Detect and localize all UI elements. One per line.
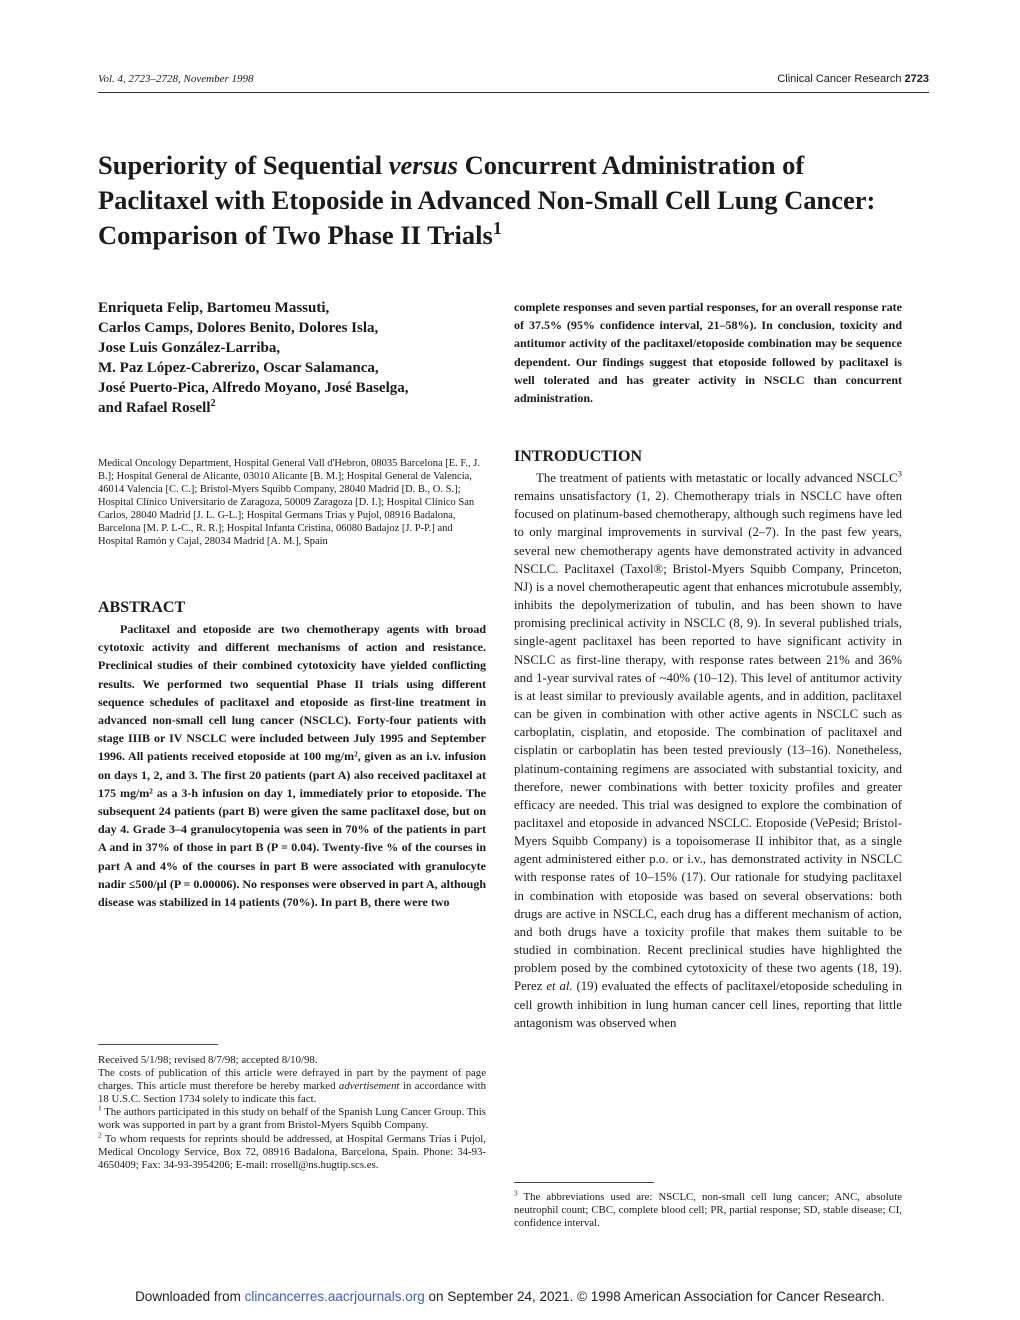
journal-site-link[interactable]: clincancerres.aacrjournals.org	[244, 1289, 425, 1304]
footnote-1-mark: 1	[98, 1103, 102, 1113]
costs-italic: advertisement	[338, 1080, 400, 1093]
intro-text-italic: et al.	[546, 979, 573, 994]
footnote-3-mark: 3	[514, 1188, 518, 1198]
author-footnote-mark: 2	[210, 398, 216, 409]
title-part2: Concurrent Administration of Paclitaxel with Etoposide in Advanced Non-Small Cell Lung Cancer: Comparison of Two Phase II Trials	[98, 150, 876, 250]
footnote-rule-left	[98, 1044, 218, 1045]
footnote-3	[514, 1188, 902, 1230]
publication-costs	[98, 1067, 486, 1106]
running-header-volume: Vol. 4, 2723–2728, November 1998	[98, 73, 254, 85]
footnote-1	[98, 1103, 486, 1132]
footnote-2	[98, 1129, 486, 1172]
page-number: 2723	[904, 73, 929, 85]
author-line	[98, 398, 486, 418]
author-list	[98, 298, 486, 418]
author-line: Carlos Camps, Dolores Benito, Dolores Isla,	[98, 320, 379, 336]
abstract-heading: ABSTRACT	[98, 599, 186, 616]
abstract-body-right: complete responses and seven partial responses, for an overall response rate of 37.5% (95% confidence interval, 21–58%). In conclusion, toxicity and antitumor activity of the paclitaxel/etoposide combination may be sequence dependent. Our findings suggest that etoposide followed by paclitaxel is well tolerated and has greater activity in NSCLC than concurrent administration.	[514, 300, 902, 406]
abstract-body-left: Paclitaxel and etoposide are two chemotherapy agents with broad cytotoxic activity and different mechanisms of action and resistance. Preclinical studies of their combined cytotoxicity have yielded conflicting results. We performed two sequential Phase II trials using different sequence schedules of paclitaxel and etoposide as first-line treatment in advanced non-small cell lung cancer (NSCLC). Forty-four patients with stage IIIB or IV NSCLC were included between July 1995 and September 1996. All patients received etoposide at 100 mg/m², given as an i.v. infusion on days 1, 2, and 3. The first 20 patients (part A) also received paclitaxel at 175 mg/m² as a 3-h infusion on day 1, immediately prior to etoposide. The subsequent 24 patients (part B) were given the same paclitaxel dose, but on day 4. Grade 3–4 granulocytopenia was seen in 70% of the patients in part A and in 37% of those in part B (P = 0.04). Twenty-five % of the courses in part A and 4% of the courses in part B were associated with granulocyte nadir ≤500/μl (P = 0.00006). No responses were observed in part A, although disease was stabilized in 14 patients (70%). In part B, there were two	[98, 622, 486, 910]
title-italic: versus	[388, 150, 458, 180]
title-part1: Superiority of Sequential	[98, 150, 389, 180]
journal-name: Clinical Cancer Research	[777, 73, 902, 85]
footnotes-left	[98, 1054, 486, 1172]
introduction-body	[514, 469, 902, 1032]
affiliations: Medical Oncology Department, Hospital General Vall d'Hebron, 08035 Barcelona [E. F., J. B.]; Hospital General de Alicante, 03010 Alicante [B. M.]; Hospital General de Valencia, 46014 Valencia [C. C.]; Bristol-Myers Squibb Company, 28040 Madrid [D. B., O. S.]; Hospital Clínico Universitario de Zaragoza, 50009 Zaragoza [D. I.]; Hospital Clínico San Carlos, 28040 Madrid [J. L. G-L.]; Hospital Germans Trias y Pujol, 08916 Badalona, Barcelona [M. P. L-C., R. R.]; Hospital Infanta Cristina, 06080 Badajoz [J. P-P.] and Hospital Ramón y Cajal, 28034 Madrid [A. M.], Spain	[98, 458, 480, 547]
footnote-3-text: The abbreviations used are: NSCLC, non-small cell lung cancer; ANC, absolute neutrophil count; CBC, complete blood cell; PR, partial response; SD, stable disease; CI, confidence interval.	[514, 1191, 902, 1230]
introduction-heading: INTRODUCTION	[514, 448, 643, 465]
author-line: Jose Luis González-Larriba,	[98, 340, 281, 356]
footnote-1-text: The authors participated in this study on behalf of the Spanish Lung Cancer Group. This work was supported in part by a grant from Bristol-Myers Squibb Company.	[98, 1106, 486, 1132]
intro-text-end: (19) evaluated the effects of paclitaxel/etoposide scheduling in cell growth inhibition in lung human cancer cell lines, reporting that little antagonism was observed when	[514, 979, 902, 1030]
footer-prefix: Downloaded from	[135, 1289, 245, 1304]
author-line: José Puerto-Pica, Alfredo Moyano, José Baselga,	[98, 380, 409, 396]
author-line: Enriqueta Felip, Bartomeu Massuti,	[98, 300, 330, 316]
footnote-2-text: To whom requests for reprints should be addressed, at Hospital Germans Trias i Pujol, Medical Oncology Service, Box 72, 08916 Badalona, Barcelona, Spain. Phone: 34-93-4650409; Fax: 34-93-3954206; E-mail: rrosell@ns.hugtip.scs.es.	[98, 1132, 486, 1171]
article-title	[98, 148, 898, 253]
received-dates: Received 5/1/98; revised 8/7/98; accepted 8/10/98.	[98, 1054, 318, 1066]
intro-text-start: The treatment of patients with metastatic or locally advanced NSCLC	[536, 471, 898, 485]
download-footer	[0, 1289, 1020, 1304]
header-rule	[98, 92, 929, 93]
intro-text-mid: remains unsatisfactory (1, 2). Chemotherapy trials in NSCLC have often focused on platinum-based chemotherapy, although such regimens have led to only marginal improvements in survival (2–7). In the past few years, several new chemotherapy agents have demonstrated activity in advanced NSCLC. Paclitaxel (Taxol®; Bristol-Myers Squibb Company, Princeton, NJ) is a novel chemotherapeutic agent that enhances microtubule assembly, inhibits the depolymerization of tubulin, and has been shown to have promising preclinical activity in NSCLC (8, 9). In several published trials, single-agent paclitaxel has been reported to have significant activity in NSCLC as first-line therapy, with response rates between 21% and 36% and 1-year survival rates of ~40% (10–12). This level of antitumor activity is at least similar to previously available agents, and in addition, paclitaxel can be given in combination with other active agents in NSCLC such as carboplatin, cisplatin, and etoposide. The combination of paclitaxel and cisplatin or carboplatin has been tested previously (13–16). Nonetheless, platinum-containing regimens are associated with substantial toxicity, and therefore, newer combinations with better toxicity profiles and greater efficacy are needed. This trial was designed to explore the combination of paclitaxel and etoposide in advanced NSCLC. Etoposide (VePesid; Bristol-Myers Squibb Company) is a topoisomerase II inhibitor that, as a single agent administered either p.o. or i.v., has demonstrated activity in NSCLC with response rates of 10–15% (17). Our rationale for studying paclitaxel in combination with etoposide was based on several observations: both drugs are active in NSCLC, each drug has a different mechanism of action, and both drugs have a toxicity profile that makes them suitable to be studied in combination. Recent preclinical studies have highlighted the problem posed by the combined cytotoxicity of these two agents (18, 19). Perez	[514, 489, 902, 994]
author-last: and Rafael Rosell	[98, 400, 211, 416]
author-line: M. Paz López-Cabrerizo, Oscar Salamanca,	[98, 360, 379, 376]
footnote-rule-right	[514, 1182, 654, 1183]
title-footnote-mark: 1	[492, 218, 502, 239]
footnote-2-mark: 2	[98, 1129, 102, 1139]
intro-footnote-mark: 3	[897, 468, 902, 479]
footer-suffix: on September 24, 2021. © 1998 American Association for Cancer Research.	[424, 1289, 885, 1304]
costs-end: in accordance with 18 U.S.C. Section 1734 solely to indicate this fact.	[98, 1080, 486, 1106]
running-header-journal	[777, 73, 929, 85]
costs-start: The costs of publication of this article were defrayed in part by the payment of page charges. This article must therefore be hereby marked	[98, 1067, 486, 1093]
